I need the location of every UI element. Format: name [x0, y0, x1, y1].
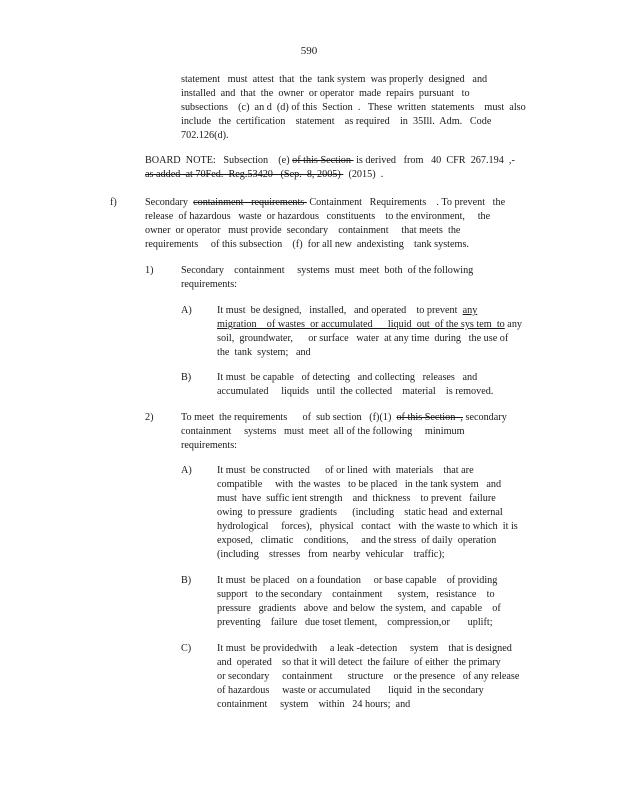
item-1a-line — [217, 318, 522, 332]
text-run: secondary — [462, 412, 507, 423]
struck-text: containment requirements — [193, 197, 307, 208]
item-2a-line: hydrological forces), physical contact with the waste to which it is — [217, 521, 518, 532]
text-run: (2015) . — [343, 169, 384, 180]
text-run: It must be designed, installed, and operated to prevent — [217, 305, 463, 316]
section-f-line: release of hazardous waste or hazardous constituents to the environment, the — [145, 211, 491, 222]
item-2c-line: and operated so that it will detect the failure of either the primary — [217, 657, 501, 668]
text-run: Secondary — [145, 197, 194, 208]
text-run: Containment Requirements . To prevent the — [306, 197, 506, 208]
text-run: To meet the requirements of sub section (f)(1) — [181, 412, 397, 423]
item-1-label: 1) — [145, 265, 154, 276]
section-f-line: owner or operator must provide secondary containment that meets the — [145, 225, 461, 236]
item-2c-label: C) — [181, 643, 192, 654]
struck-text: as added at 70Fed. Reg.53420 (Sep. 8, 2005) — [145, 169, 344, 180]
intro-line: subsections (c) an d (d) of this Section . These written statements must also — [181, 102, 526, 113]
underlined-text: any — [462, 305, 478, 316]
underlined-text: migration of wastes or accumulated liquid out of the sys tem to — [217, 319, 505, 330]
item-2a-label: A) — [181, 465, 192, 476]
item-1b-line: It must be capable of detecting and collecting releases and — [217, 372, 478, 383]
item-2a-line: exposed, climatic conditions, and the stress of daily operation — [217, 535, 497, 546]
item-1-line: Secondary containment systems must meet both of the following — [181, 265, 474, 276]
intro-line: installed and that the owner or operator made repairs pursuant to — [181, 88, 470, 99]
section-f-line — [145, 196, 505, 210]
item-2-line: requirements: — [181, 440, 238, 451]
text-run: is derived from 40 CFR 267.194 ,- — [353, 155, 515, 166]
item-2b-line: pressure gradients above and below the system, and capable of — [217, 603, 501, 614]
item-2c-line: It must be providedwith a leak -detection system that is designed — [217, 643, 512, 654]
item-2-line: containment systems must meet all of the following minimum — [181, 426, 465, 437]
section-f-line: requirements of this subsection (f) for all new andexisting tank systems. — [145, 239, 469, 250]
item-2-line — [181, 411, 507, 425]
intro-line: statement must attest that the tank system was properly designed and — [181, 74, 488, 85]
item-1b-line: accumulated liquids until the collected material is removed. — [217, 386, 494, 397]
item-2b-line: preventing failure due toset tlement, compression,or uplift; — [217, 617, 493, 628]
item-1b-label: B) — [181, 372, 192, 383]
item-1a-line: the tank system; and — [217, 347, 311, 358]
struck-text: of this Section , — [396, 412, 463, 423]
item-2c-line: containment system within 24 hours; and — [217, 699, 411, 710]
intro-line: 702.126(d). — [181, 130, 229, 141]
item-2b-line: support to the secondary containment system, resistance to — [217, 589, 495, 600]
item-2a-line: (including stresses from nearby vehicular traffic); — [217, 549, 445, 560]
item-1a-line — [217, 304, 477, 318]
item-2c-line: of hazardous waste or accumulated liquid in the secondary — [217, 685, 484, 696]
item-2b-label: B) — [181, 575, 192, 586]
intro-line: include the certification statement as required in 35Ill. Adm. Code — [181, 116, 492, 127]
item-2a-line: compatible with the wastes to be placed in the tank system and — [217, 479, 502, 490]
item-1-line: requirements: — [181, 279, 238, 290]
item-1a-label: A) — [181, 305, 192, 316]
page-number: 590 — [300, 45, 318, 57]
item-2a-line: must have suffic ient strength and thickness to prevent failure — [217, 493, 496, 504]
section-f-label: f) — [110, 197, 117, 208]
text-run: any — [504, 319, 523, 330]
item-1a-line: soil, groundwater, or surface water at any time during the use of — [217, 333, 509, 344]
item-2-label: 2) — [145, 412, 154, 423]
item-2c-line: or secondary containment structure or the presence of any release — [217, 671, 520, 682]
item-2a-line: It must be constructed of or lined with materials that are — [217, 465, 474, 476]
item-2a-line: owing to pressure gradients (including static head and external — [217, 507, 503, 518]
struck-text: of this Section — [292, 155, 354, 166]
board-note-line-1 — [145, 154, 515, 168]
item-2b-line: It must be placed on a foundation or base capable of providing — [217, 575, 498, 586]
text-run: BOARD NOTE: Subsection (e) — [145, 155, 293, 166]
board-note-line-2 — [145, 168, 383, 182]
